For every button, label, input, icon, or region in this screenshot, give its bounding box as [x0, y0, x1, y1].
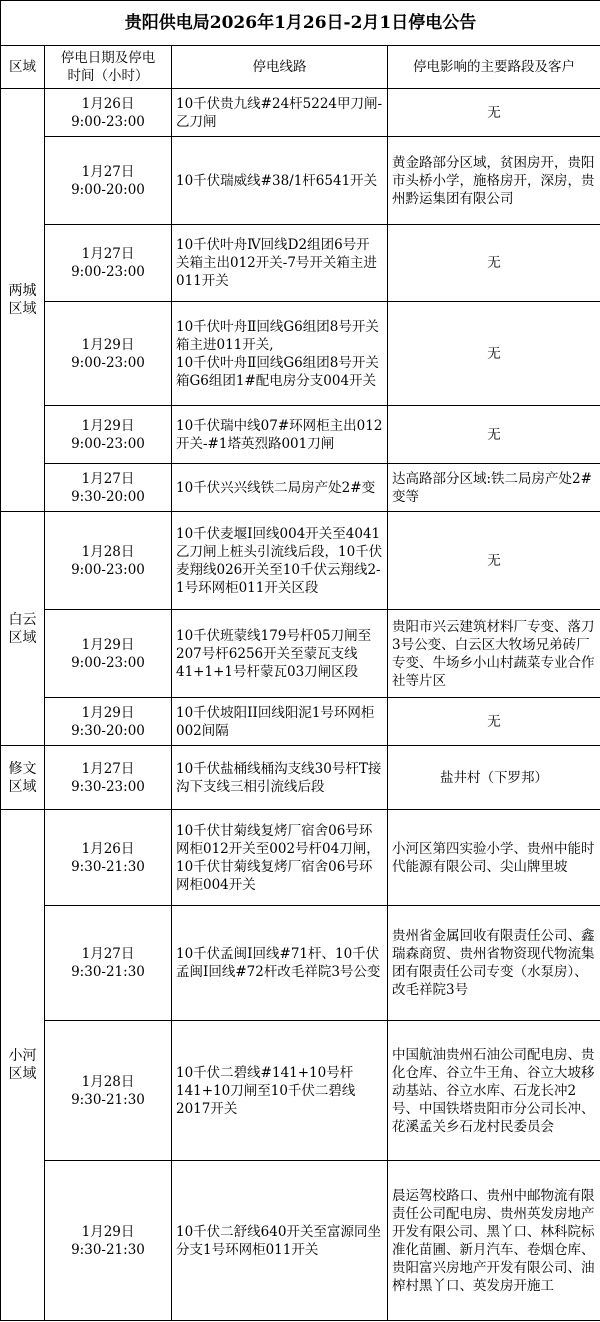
- date-cell: 1月27日 9:00-23:00: [45, 225, 172, 302]
- affected-cell: 无: [388, 302, 600, 406]
- line-cell: 10千伏孟闽Ⅰ回线#71杆、10千伏孟闽Ⅰ回线#72杆改毛祥院3号公变: [172, 906, 388, 1021]
- table-row: [1, 406, 600, 464]
- date-cell: 1月27日 9:30-21:30: [45, 906, 172, 1021]
- table-row: [1, 610, 600, 698]
- affected-cell: 无: [388, 225, 600, 302]
- region-cell: 小河 区域: [1, 810, 45, 1321]
- table-row: [1, 137, 600, 225]
- date-cell: 1月29日 9:00-23:00: [45, 610, 172, 698]
- line-cell: 10千伏盐桶线桶沟支线30号杆T接沟下支线三相引流线后段: [172, 746, 388, 810]
- date-cell: 1月29日 9:00-23:00: [45, 302, 172, 406]
- line-cell: 10千伏兴兴线铁二局房产处2#变: [172, 464, 388, 512]
- table-row: [1, 1161, 600, 1321]
- affected-cell: 达高路部分区域:铁二局房产处2#变等: [388, 464, 600, 512]
- region-cell: 修文 区域: [1, 746, 45, 810]
- affected-cell: 无: [388, 698, 600, 746]
- date-cell: 1月27日 9:30-20:00: [45, 464, 172, 512]
- line-cell: 10千伏瑞中线07#环网柜主出012开关-#1塔英烈路001刀闸: [172, 406, 388, 464]
- line-cell: 10千伏叶舟Ⅳ回线D2组团6号开关箱主出012开关-7号开关箱主进011开关: [172, 225, 388, 302]
- date-cell: 1月29日 9:30-20:00: [45, 698, 172, 746]
- affected-cell: 无: [388, 89, 600, 137]
- line-cell: 10千伏甘菊线复烤厂宿舍06号环网柜012开关至002号杆04刀闸，10千伏甘菊线复烤厂宿舍06号环网柜004开关: [172, 810, 388, 906]
- affected-cell: 无: [388, 406, 600, 464]
- header-region: 区域: [1, 46, 45, 89]
- affected-cell: 贵阳市兴云建筑材料厂专变、落刀3号公变、白云区大牧场兄弟砖厂专变、牛场乡小山村蔬菜专业合作社等片区: [388, 610, 600, 698]
- table-row: [1, 906, 600, 1021]
- table-row: [1, 464, 600, 512]
- table-row: [1, 302, 600, 406]
- region-cell: 白云 区域: [1, 512, 45, 746]
- affected-cell: 无: [388, 512, 600, 610]
- line-cell: 10千伏二舒线640开关至富源同坐分支1号环网柜011开关: [172, 1161, 388, 1321]
- date-cell: 1月26日 9:30-21:30: [45, 810, 172, 906]
- line-cell: 10千伏班蒙线179号杆05刀闸至207号杆6256开关至蒙瓦支线41+1+1号杆蒙瓦03刀闸区段: [172, 610, 388, 698]
- header-line: 停电线路: [172, 46, 388, 89]
- table-row: [1, 1021, 600, 1161]
- line-cell: 10千伏二碧线#141+10号杆141+10刀闸至10千伏二碧线2017开关: [172, 1021, 388, 1161]
- affected-cell: 中国航油贵州石油公司配电房、贵化仓库、谷立牛王角、谷立大坡移动基站、谷立水库、石龙长冲2号、中国铁塔贵阳市分公司长冲、花溪孟关乡石龙村民委员会: [388, 1021, 600, 1161]
- affected-cell: 盐井村（下罗邦）: [388, 746, 600, 810]
- line-cell: 10千伏瑞威线#38/1杆6541开关: [172, 137, 388, 225]
- header-affected: 停电影响的主要路段及客户: [388, 46, 600, 89]
- line-cell: 10千伏贵九线#24杆5224甲刀闸-乙刀闸: [172, 89, 388, 137]
- date-cell: 1月27日 9:00-20:00: [45, 137, 172, 225]
- table-row: [1, 512, 600, 610]
- region-cell: 两城 区域: [1, 89, 45, 512]
- table-row: [1, 225, 600, 302]
- date-cell: 1月28日 9:30-21:30: [45, 1021, 172, 1161]
- date-cell: 1月27日 9:30-23:00: [45, 746, 172, 810]
- table-row: [1, 810, 600, 906]
- header-date: 停电日期及停电 时间（小时）: [45, 46, 172, 89]
- affected-cell: 黄金路部分区域，贫困房开，贵阳市头桥小学，施格房开，深房，贵州黔运集团有限公司: [388, 137, 600, 225]
- date-cell: 1月29日 9:00-23:00: [45, 406, 172, 464]
- table-row: [1, 746, 600, 810]
- table-row: [1, 698, 600, 746]
- table-row: [1, 89, 600, 137]
- line-cell: 10千伏坡阳II回线阳泥1号环网柜002间隔: [172, 698, 388, 746]
- affected-cell: 小河区第四实验小学、贵州中能时代能源有限公司、尖山牌里坡: [388, 810, 600, 906]
- date-cell: 1月28日 9:00-23:00: [45, 512, 172, 610]
- date-cell: 1月29日 9:30-21:30: [45, 1161, 172, 1321]
- affected-cell: 贵州省金属回收有限责任公司、鑫瑞森商贸、贵州省物资现代物流集团有限责任公司专变（水泵房）、改毛祥院3号: [388, 906, 600, 1021]
- line-cell: 10千伏麦堰Ⅰ回线004开关至4041乙刀闸上桩头引流线后段，10千伏麦翔线026开关至10千伏云翔线2-1号环网柜011开关区段: [172, 512, 388, 610]
- affected-cell: 晨运驾校路口、贵州中邮物流有限责任公司配电房、贵州英发房地产开发有限公司、黑丫口、林科院标准化苗圃、新月汽车、卷烟仓库、贵阳富兴房地产开发有限公司、油榨村黑丫口、英发房开施工: [388, 1161, 600, 1321]
- notice-title: 贵阳供电局2026年1月26日-2月1日停电公告: [1, 1, 600, 46]
- line-cell: 10千伏叶舟Ⅱ回线G6组团8号开关箱主进011开关, 10千伏叶舟Ⅱ回线G6组团8号开关箱G6组团1#配电房分支004开关: [172, 302, 388, 406]
- date-cell: 1月26日 9:00-23:00: [45, 89, 172, 137]
